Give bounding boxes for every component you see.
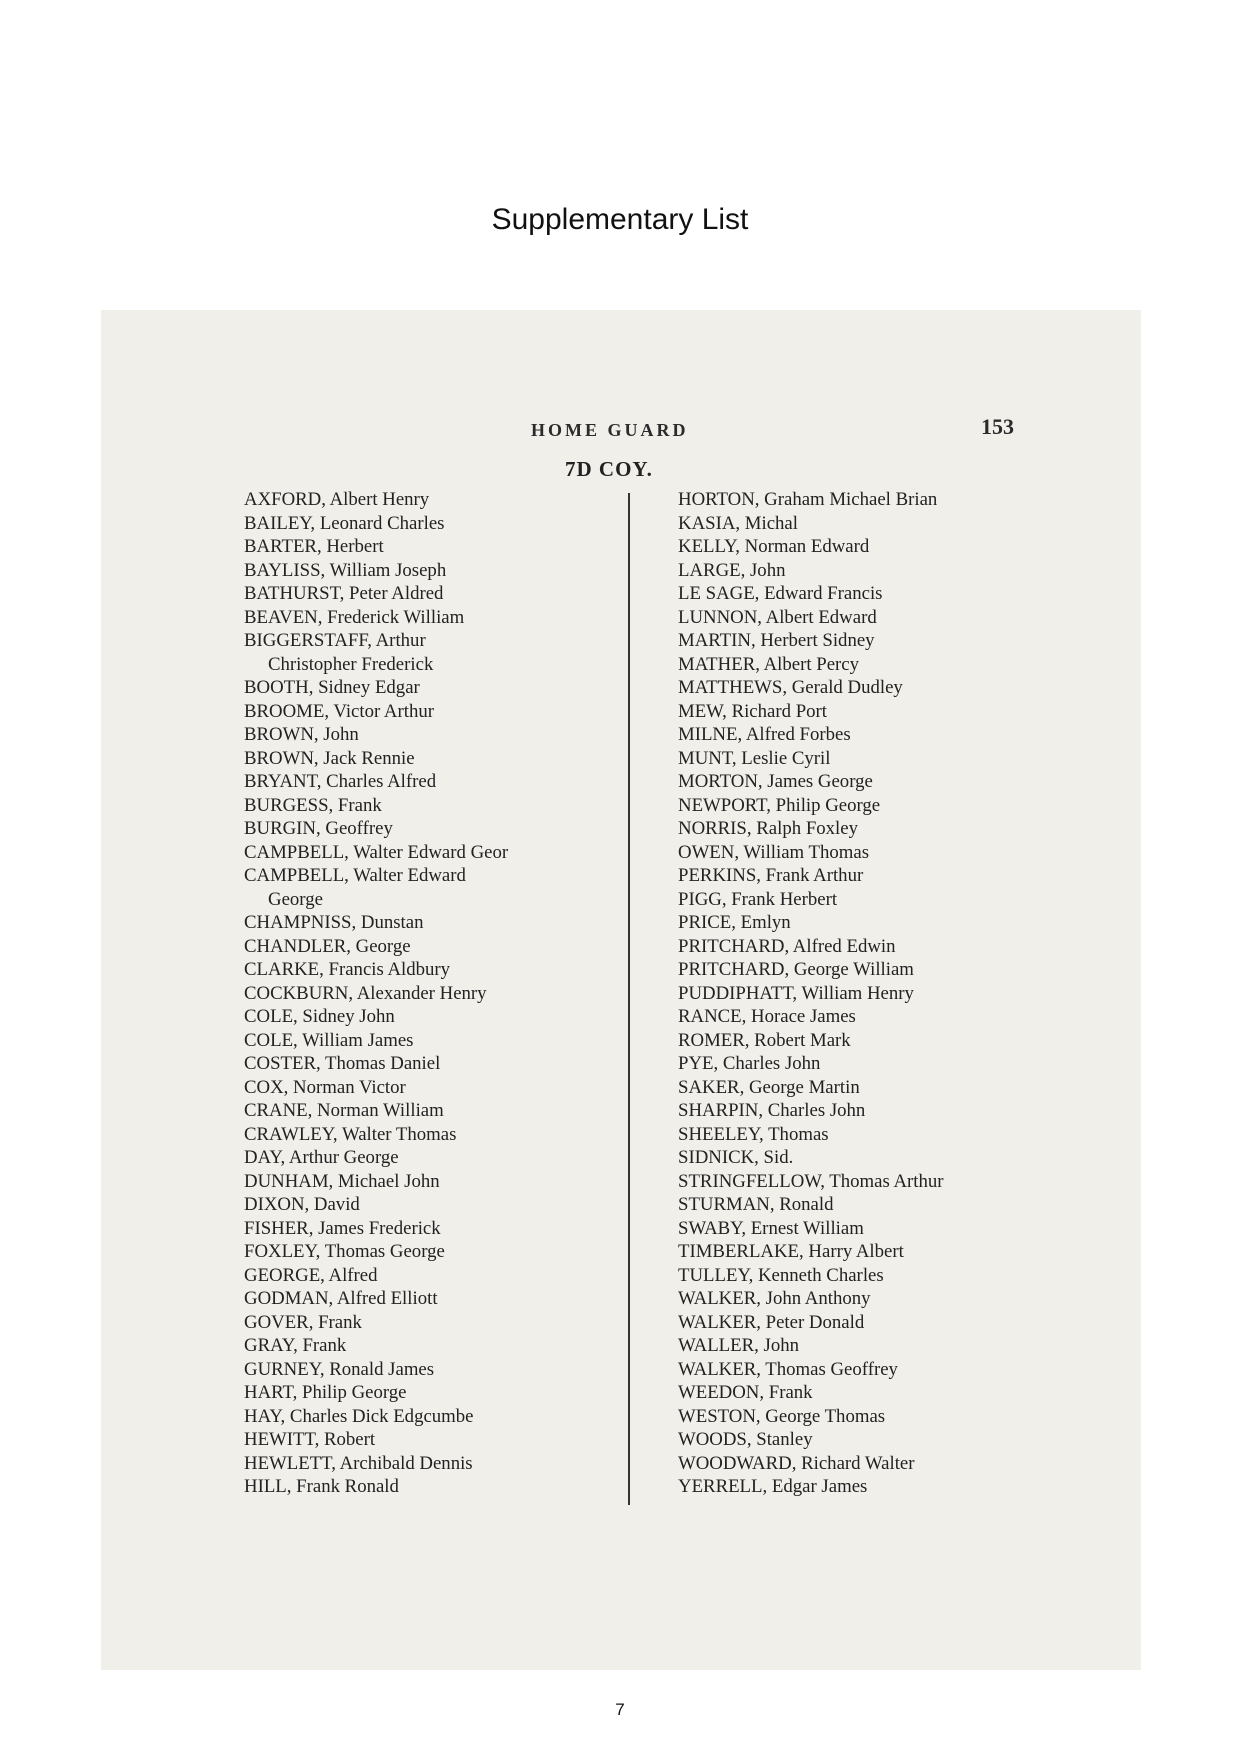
name-entry: BAILEY, Leonard Charles <box>244 512 445 534</box>
name-entry: WALKER, Thomas Geoffrey <box>678 1358 898 1380</box>
name-entry: PRITCHARD, Alfred Edwin <box>678 935 896 957</box>
name-entry: MILNE, Alfred Forbes <box>678 724 851 745</box>
name-entry: NEWPORT, Philip George <box>678 794 881 816</box>
scan-page-number: 153 <box>981 414 1014 439</box>
name-entry: NORRIS, Ralph Foxley <box>678 818 858 839</box>
name-entry: SAKER, George Martin <box>678 1076 860 1098</box>
name-entry: BURGESS, Frank <box>244 794 382 816</box>
name-entry: SHARPIN, Charles John <box>678 1100 866 1121</box>
name-entry: BURGIN, Geoffrey <box>244 818 393 839</box>
name-entry: DAY, Arthur George <box>244 1147 399 1168</box>
name-entry: BROWN, Jack Rennie <box>244 747 415 769</box>
name-entry: BROOME, Victor Arthur <box>244 700 434 722</box>
name-entry: PUDDIPHATT, William Henry <box>678 982 914 1004</box>
name-entry: WALLER, John <box>678 1335 800 1356</box>
name-entry: AXFORD, Albert Henry <box>244 489 430 510</box>
name-entry: COSTER, Thomas Daniel <box>244 1053 441 1074</box>
name-entry: HORTON, Graham Michael Brian <box>678 489 938 510</box>
name-entry: BROWN, John <box>244 724 359 745</box>
name-entry: CAMPBELL, Walter Edward <box>244 865 466 886</box>
name-entry: CHAMPNISS, Dunstan <box>244 912 424 933</box>
name-entry: TIMBERLAKE, Harry Albert <box>678 1241 904 1262</box>
footer-page-number: 7 <box>615 1700 625 1719</box>
name-entry: BOOTH, Sidney Edgar <box>244 677 420 698</box>
name-entry: ROMER, Robert Mark <box>678 1029 851 1051</box>
running-head: HOME GUARD <box>531 420 689 440</box>
name-entry: CLARKE, Francis Aldbury <box>244 959 451 980</box>
name-entry: COLE, William James <box>244 1029 414 1051</box>
name-entry: WOODS, Stanley <box>678 1429 813 1450</box>
document-title: Supplementary List <box>491 203 749 236</box>
name-entry: MARTIN, Herbert Sidney <box>678 630 875 651</box>
name-entry: BATHURST, Peter Aldred <box>244 583 444 604</box>
column-divider <box>628 493 630 1505</box>
name-entry: GODMAN, Alfred Elliott <box>244 1288 438 1309</box>
name-entry: COX, Norman Victor <box>244 1076 406 1098</box>
right-name-column <box>678 488 944 1499</box>
name-entry: WEEDON, Frank <box>678 1382 813 1403</box>
name-entry: GURNEY, Ronald James <box>244 1358 435 1380</box>
name-entry: MATTHEWS, Gerald Dudley <box>678 677 903 698</box>
name-entry: BEAVEN, Frederick William <box>244 606 465 628</box>
section-heading: 7D COY. <box>565 457 653 481</box>
name-entry: WALKER, John Anthony <box>678 1288 871 1309</box>
name-entry: STURMAN, Ronald <box>678 1194 834 1215</box>
name-entry: COCKBURN, Alexander Henry <box>244 982 487 1004</box>
name-entry: LARGE, John <box>678 559 786 581</box>
name-entry: STRINGFELLOW, Thomas Arthur <box>678 1170 944 1192</box>
name-entry: CRAWLEY, Walter Thomas <box>244 1123 457 1145</box>
name-entry: HAY, Charles Dick Edgcumbe <box>244 1405 474 1427</box>
name-entry: GEORGE, Alfred <box>244 1264 378 1286</box>
name-entry: GRAY, Frank <box>244 1335 347 1356</box>
name-entry: MATHER, Albert Percy <box>678 653 860 675</box>
name-entry: SIDNICK, Sid. <box>678 1147 794 1168</box>
name-entry: WALKER, Peter Donald <box>678 1311 865 1333</box>
name-entry: WESTON, George Thomas <box>678 1405 886 1427</box>
left-name-column <box>244 488 508 1499</box>
name-entry: SHEELEY, Thomas <box>678 1123 829 1145</box>
name-entry: CRANE, Norman William <box>244 1100 444 1121</box>
name-entry: LUNNON, Albert Edward <box>678 606 877 628</box>
name-entry: SWABY, Ernest William <box>678 1217 864 1239</box>
name-entry: KASIA, Michal <box>678 512 798 534</box>
name-entry: HILL, Frank Ronald <box>244 1476 399 1497</box>
name-entry: CAMPBELL, Walter Edward Geor <box>244 841 509 863</box>
name-entry: PRICE, Emlyn <box>678 912 791 933</box>
name-entry: DIXON, David <box>244 1194 360 1215</box>
name-entry: HEWLETT, Archibald Dennis <box>244 1452 473 1474</box>
name-entry: COLE, Sidney John <box>244 1006 395 1027</box>
name-entry: DUNHAM, Michael John <box>244 1170 440 1192</box>
name-entry: PYE, Charles John <box>678 1053 821 1074</box>
name-entry: MUNT, Leslie Cyril <box>678 747 831 769</box>
name-entry: TULLEY, Kenneth Charles <box>678 1264 884 1286</box>
name-entry: GOVER, Frank <box>244 1311 362 1333</box>
name-entry: BARTER, Herbert <box>244 536 384 557</box>
name-entry: MEW, Richard Port <box>678 700 828 722</box>
name-entry: HART, Philip George <box>244 1382 407 1403</box>
name-entry: PRITCHARD, George William <box>678 959 914 980</box>
scanned-page <box>101 310 1141 1670</box>
name-entry: RANCE, Horace James <box>678 1006 856 1027</box>
name-entry: HEWITT, Robert <box>244 1429 376 1450</box>
name-entry: BAYLISS, William Joseph <box>244 559 447 581</box>
name-entry: LE SAGE, Edward Francis <box>678 583 883 604</box>
name-entry: PIGG, Frank Herbert <box>678 888 838 910</box>
name-entry: KELLY, Norman Edward <box>678 536 870 557</box>
name-entry: George <box>268 888 323 910</box>
name-entry: CHANDLER, George <box>244 935 411 957</box>
name-entry: FISHER, James Frederick <box>244 1217 441 1239</box>
name-entry: WOODWARD, Richard Walter <box>678 1452 915 1474</box>
name-entry: BRYANT, Charles Alfred <box>244 771 437 792</box>
name-entry: PERKINS, Frank Arthur <box>678 865 864 886</box>
name-entry: Christopher Frederick <box>268 653 434 675</box>
name-entry: OWEN, William Thomas <box>678 841 870 863</box>
name-entry: YERRELL, Edgar James <box>678 1476 868 1497</box>
name-entry: BIGGERSTAFF, Arthur <box>244 630 426 651</box>
name-entry: FOXLEY, Thomas George <box>244 1241 445 1262</box>
name-entry: MORTON, James George <box>678 771 873 792</box>
